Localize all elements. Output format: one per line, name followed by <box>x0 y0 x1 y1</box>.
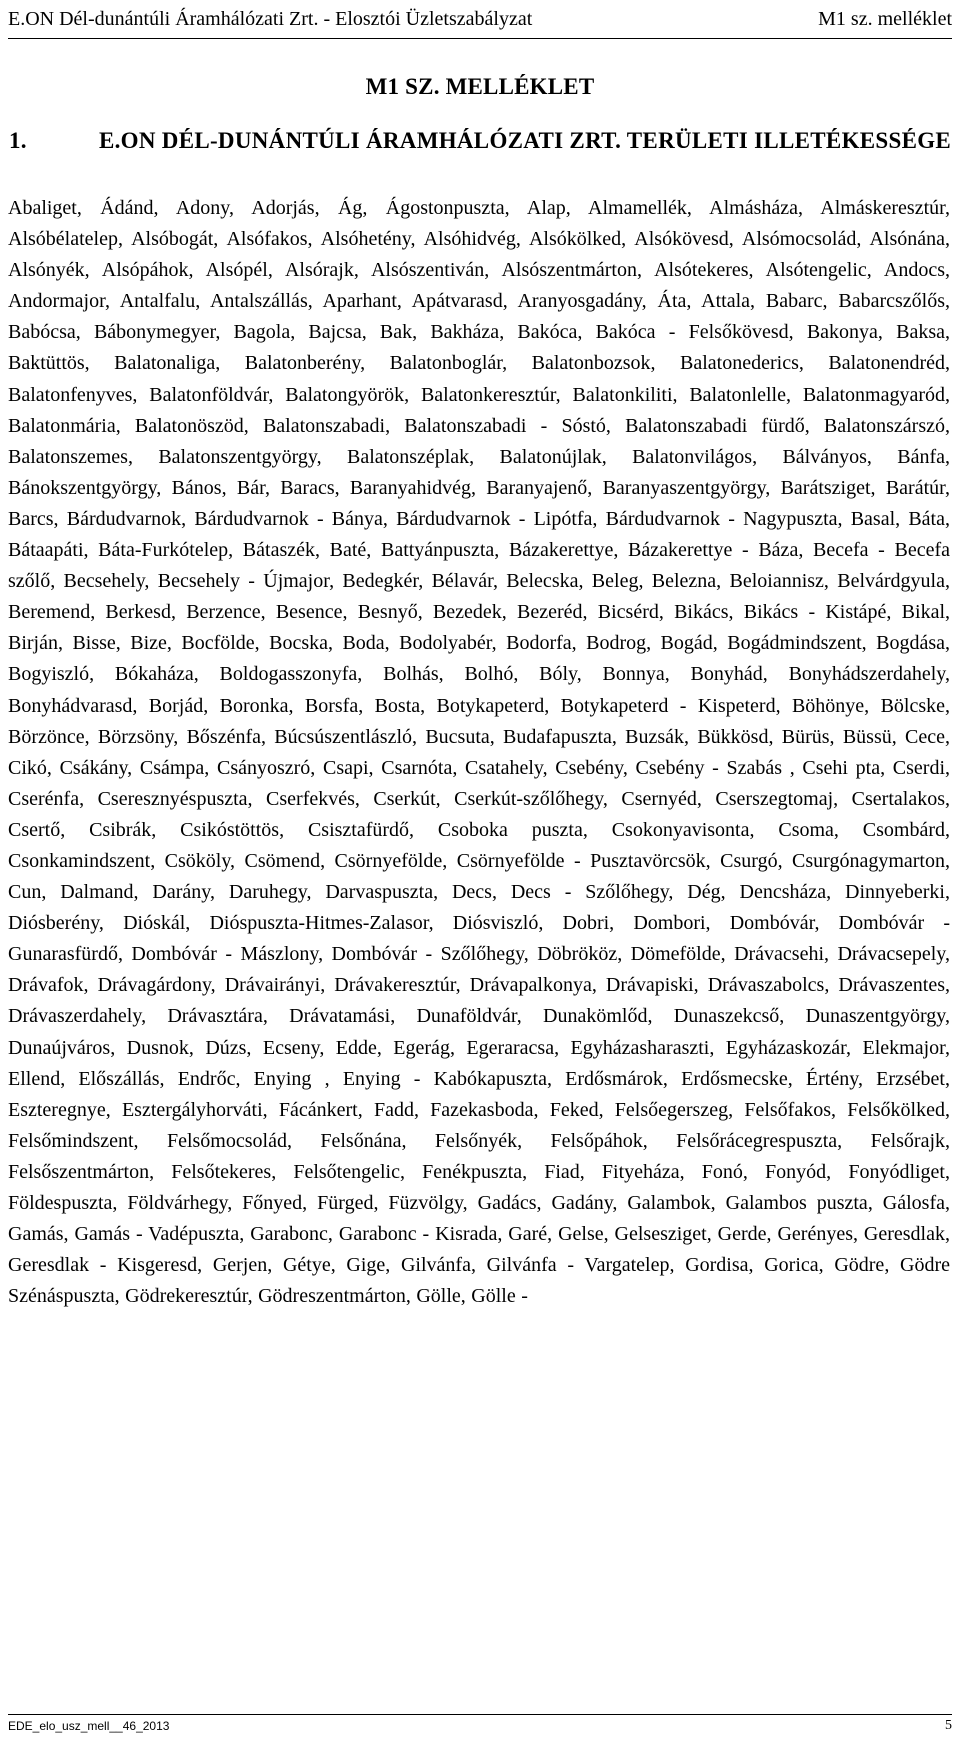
page-number: 5 <box>945 1718 952 1733</box>
annex-title: M1 SZ. MELLÉKLET <box>365 74 595 99</box>
settlement-list: Abaliget, Ádánd, Adony, Adorjás, Ág, Ágostonpuszta, Alap, Almamellék, Almásháza, Almáskeresztúr, Alsóbélatelep, Alsóbogát, Alsófakos, Alsóhetény, Alsóhidvég, Alsókölked, Alsókövesd, Alsómocsolád, Alsónána, Alsónyék, Alsópáhok, Alsópél, Alsórajk, Alsószentiván, Alsószentmárton, Alsótekeres, Alsótengelic, Andocs, Andormajor, Antalfalu, Antalszállás, Aparhant, Apátvarasd, Aranyosgadány, Áta, Attala, Babarc, Babarcszőlős, Babócsa, Bábonymegyer, Bagola, Bajcsa, Bak, Bakháza, Bakóca, Bakóca - Felsőkövesd, Bakonya, Baksa, Baktüttös, Balatonaliga, Balatonberény, Balatonboglár, Balatonbozsok, Balatonederics, Balatonendréd, Balatonfenyves, Balatonföldvár, Balatongyörök, Balatonkeresztúr, Balatonkiliti, Balatonlelle, Balatonmagyaród, Balatonmária, Balatonöszöd, Balatonszabadi, Balatonszabadi - Sóstó, Balatonszabadi fürdő, Balatonszárszó, Balatonszemes, Balatonszentgyörgy, Balatonszéplak, Balatonújlak, Balatonvilágos, Bálványos, Bánfa, Bánokszentgyörgy, Bános, Bár, Baracs, Baranyahidvég, Baranyajenő, Baranyaszentgyörgy, Barátsziget, Barátúr, Barcs, Bárdudvarnok, Bárdudvarnok - Bánya, Bárdudvarnok - Lipótfa, Bárdudvarnok - Nagypuszta, Basal, Báta, Bátaapáti, Báta-Furkótelep, Bátaszék, Baté, Battyánpuszta, Bázakerettye, Bázakerettye - Báza, Becefa - Becefa szőlő, Becsehely, Becsehely - Újmajor, Bedegkér, Bélavár, Belecska, Beleg, Belezna, Beloiannisz, Belvárdgyula, Beremend, Berkesd, Berzence, Besence, Besnyő, Bezedek, Bezeréd, Bicsérd, Bikács, Bikács - Kistápé, Bikal, Birján, Bisse, Bize, Bocfölde, Bocska, Boda, Bodolyabér, Bodorfa, Bodrog, Bogád, Bogádmindszent, Bogdása, Bogyiszló, Bókaháza, Boldogasszonyfa, Bolhás, Bolhó, Bóly, Bonnya, Bonyhád, Bonyhádszerdahely, Bonyhádvarasd, Borjád, Boronka, Borsfa, Bosta, Botykapeterd, Botykapeterd - Kispeterd, Böhönye, Bölcske, Börzönce, Börzsöny, Bőszénfa, Búcsúszentlászló, Bucsuta, Budafapuszta, Buzsák, Bükkösd, Bürüs, Büssü, Cece, Cikó, Csákány, Csámpa, Csányoszró, Csapi, Csarnóta, Csatahely, Csebény, Csebény - Szabás , Csehi pta, Cserdi, Cserénfa, Cseresznyéspuszta, Cserfekvés, Cserkút, Cserkút-szőlőhegy, Csernyéd, Cserszegtomaj, Csertalakos, Csertő, Csibrák, Csikóstöttös, Csisztafürdő, Csoboka puszta, Csokonyavisonta, Csoma, Csombárd, Csonkamindszent, Csököly, Csömend, Csörnyefölde, Csörnyefölde - Pusztavörcsök, Csurgó, Csurgónagymarton, Cun, Dalmand, Darány, Daruhegy, Darvaspuszta, Decs, Decs - Szőlőhegy, Dég, Dencsháza, Dinnyeberki, Diósberény, Dióskál, Dióspuszta-Hitmes-Zalasor, Diósviszló, Dobri, Dombori, Dombóvár, Dombóvár - Gunarasfürdő, Dombóvár - Mászlony, Dombóvár - Szőlőhegy, Döbrököz, Dömefölde, Drávacsehi, Drávacsepely, Drávafok, Drávagárdony, Drávairányi, Drávakeresztúr, Drávapalkonya, Drávapiski, Drávaszabolcs, Drávaszentes, Drávaszerdahely, Drávasztára, Drávatamási, Dunaföldvár, Dunakömlőd, Dunaszekcső, Dunaszentgyörgy, Dunaújváros, Dusnok, Dúzs, Ecseny, Edde, Egerág, Egeraracsa, Egyházasharaszti, Egyházaskozár, Elekmajor, Ellend, Előszállás, Endrőc, Enying , Enying - Kabókapuszta, Erdősmárok, Erdősmecske, Értény, Erzsébet, Eszteregnye, Esztergályhorváti, Fácánkert, Fadd, Fazekasboda, Feked, Felsőegerszeg, Felsőfakos, Felsőkölked, Felsőmindszent, Felsőmocsolád, Felsőnána, Felsőnyék, Felsőpáhok, Felsőrácegrespuszta, Felsőrajk, Felsőszentmárton, Felsőtekeres, Felsőtengelic, Fenékpuszta, Fiad, Fityeháza, Fonó, Fonyód, Fonyódliget, Földespuszta, Földvárhegy, Főnyed, Fürged, Füzvölgy, Gadács, Gadány, Galambok, Galambos puszta, Gálosfa, Gamás, Gamás - Vadépuszta, Garabonc, Garabonc - Kisrada, Garé, Gelse, Gelsesziget, Gerde, Gerényes, Geresdlak, Geresdlak - Kisgeresd, Gerjen, Gétye, Gige, Gilvánfa, Gilvánfa - Vargatelep, Gordisa, Gorica, Gödre, Gödre Szénáspuszta, Gödrekeresztúr, Gödreszentmárton, Gölle, Gölle - <box>8 197 950 1308</box>
page-header <box>8 4 952 39</box>
page-footer <box>8 1714 952 1737</box>
footer-document-code: EDE_elo_usz_mell__46_2013 <box>8 1719 170 1733</box>
section-title: E.ON DÉL-DUNÁNTÚLI ÁRAMHÁLÓZATI ZRT. TERÜLETI ILLETÉKESSÉGE <box>98 128 952 153</box>
header-document-title: E.ON Dél-dunántúli Áramhálózati Zrt. - Elosztói Üzletszabályzat <box>8 8 533 30</box>
header-annex-label: M1 sz. melléklet <box>818 8 952 30</box>
section-heading <box>0 124 960 157</box>
section-number: 1. <box>8 128 27 153</box>
